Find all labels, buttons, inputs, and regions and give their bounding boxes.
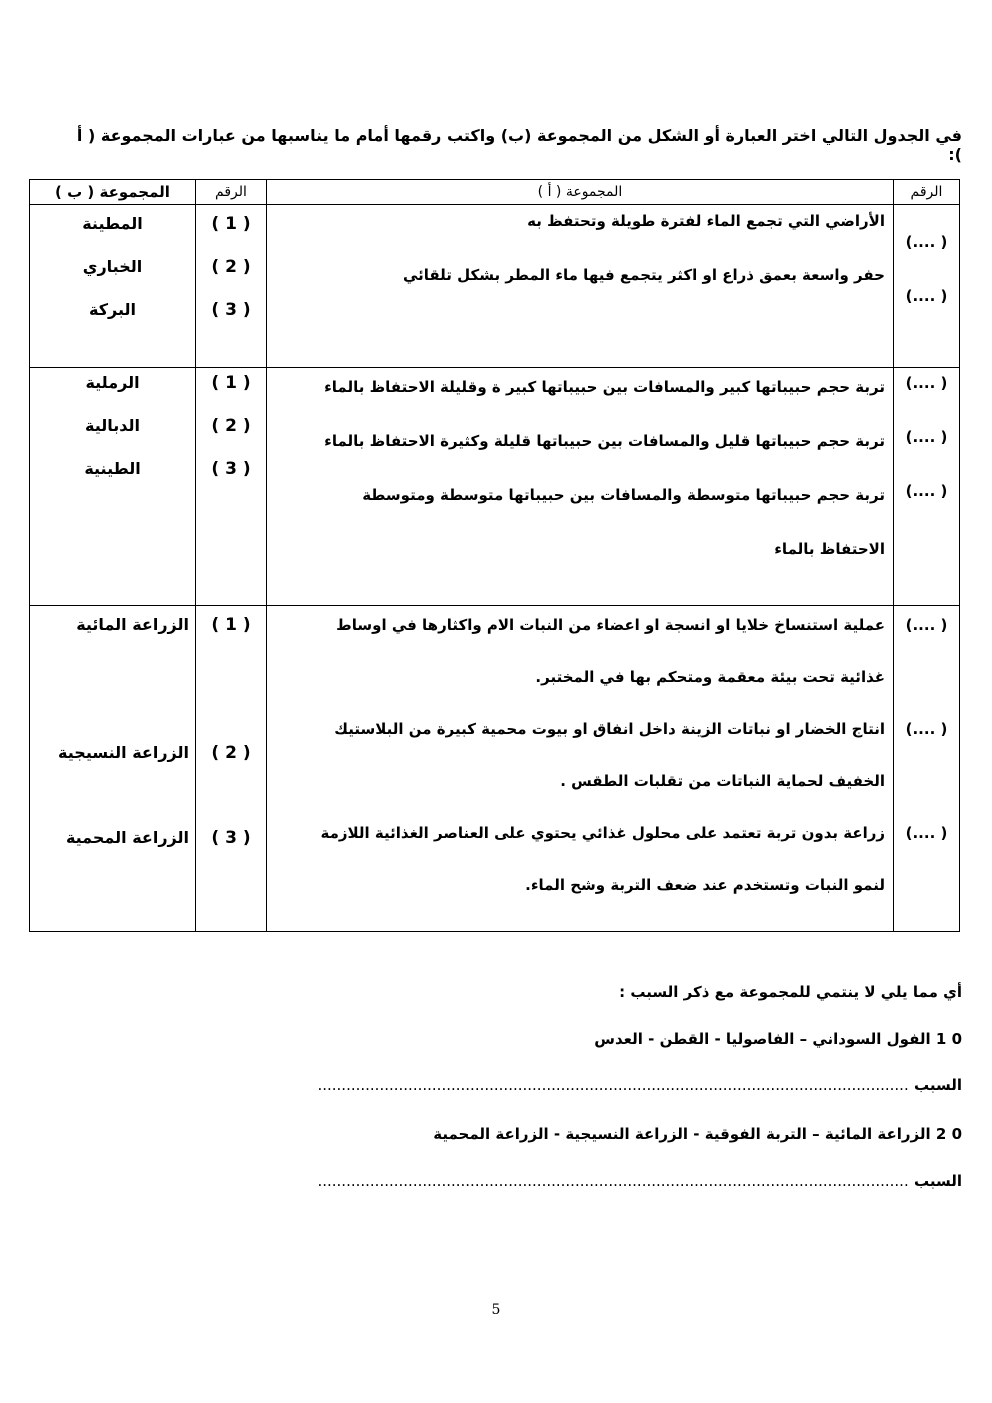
statement-line: الأراضي التي تجمع الماء لفترة طويلة وتحتفظ به xyxy=(527,212,885,230)
answer-blank[interactable]: ( ....) xyxy=(905,287,948,305)
group-b-cell xyxy=(30,205,196,368)
option-text: الطينية xyxy=(84,459,141,478)
number-column xyxy=(196,368,267,606)
answer-blank[interactable]: ( ....) xyxy=(905,233,948,251)
answer-column xyxy=(894,205,960,368)
statement-line: تربة حجم حبيباتها قليل والمسافات بين حبيباتها قليلة وكثيرة الاحتفاظ بالماء xyxy=(324,432,885,450)
answer-blank[interactable]: ( ....) xyxy=(905,720,948,738)
option-number: ( 1 ) xyxy=(211,615,251,635)
group-b-cell xyxy=(30,606,196,932)
statement-line: الخفيف لحماية النباتات من تقلبات الطقس . xyxy=(560,772,885,790)
matching-table xyxy=(29,179,960,932)
table-section-2 xyxy=(30,368,960,606)
option-text: الزراعة المائية xyxy=(76,615,189,634)
statement-line: تربة حجم حبيباتها متوسطة والمسافات بين حبيباتها متوسطة ومتوسطة xyxy=(362,486,885,504)
table-section-3 xyxy=(30,606,960,932)
reason-dots[interactable]: ............................................................................................................................ xyxy=(317,1076,909,1094)
option-text: الزراعة النسيجية xyxy=(58,743,189,762)
answer-blank[interactable]: ( ....) xyxy=(905,428,948,446)
group-a-cell xyxy=(267,368,894,606)
statement-line: تربة حجم حبيباتها كبير والمسافات بين حبيباتها كبير ة وقليلة الاحتفاظ بالماء xyxy=(324,378,885,396)
option-text: الزراعة المحمية xyxy=(65,828,189,847)
instruction: في الجدول التالي اختر العبارة أو الشكل من المجموعة (ب) واكتب رقمها أمام ما يناسبها من عبارات المجموعة ( أ ): xyxy=(76,126,962,164)
statement-line: زراعة بدون تربة تعتمد على محلول غذائي يحتوي على العناصر الغذائية اللازمة xyxy=(320,824,885,842)
item-label: 0 1 xyxy=(935,1030,962,1048)
item-text: الزراعة المائية – التربة الفوقية - الزراعة النسيجية - الزراعة المحمية xyxy=(433,1125,931,1143)
option-text: البركة xyxy=(89,300,136,319)
statement-line: الاحتفاظ بالماء xyxy=(774,540,885,558)
statement-line: لنمو النبات وتستخدم عند ضعف التربة وشح الماء. xyxy=(525,876,885,894)
header-number-a: الرقم xyxy=(894,180,960,205)
group-a-cell xyxy=(267,606,894,932)
option-text: الرملية xyxy=(85,373,140,392)
reason-line-2[interactable] xyxy=(317,1172,962,1190)
item-text: الفول السوداني – الفاصوليا - القطن - العدس xyxy=(594,1030,931,1048)
question-item-1 xyxy=(594,1030,962,1048)
option-number: ( 3 ) xyxy=(211,828,251,848)
statement-line: عملية استنساخ خلايا او انسجة او اعضاء من النبات الام واكثارها في اوساط xyxy=(336,616,885,634)
option-number: ( 1 ) xyxy=(211,373,251,393)
answer-column xyxy=(894,368,960,606)
number-column xyxy=(196,606,267,932)
item-label: 0 2 xyxy=(935,1125,962,1143)
group-a-cell xyxy=(267,205,894,368)
reason-line-1[interactable] xyxy=(317,1076,962,1094)
answer-column xyxy=(894,606,960,932)
option-number: ( 2 ) xyxy=(211,743,251,763)
option-text: الخباري xyxy=(82,257,143,276)
header-group-b: المجموعة ( ب ) xyxy=(30,180,196,205)
statement-line: انتاج الخضار او نباتات الزينة داخل انفاق او بيوت محمية كبيرة من البلاستيك xyxy=(334,720,885,738)
answer-blank[interactable]: ( ....) xyxy=(905,616,948,634)
reason-dots[interactable]: ............................................................................................................................ xyxy=(317,1172,909,1190)
header-group-a: المجموعة ( أ ) xyxy=(267,180,894,205)
header-number-b: الرقم xyxy=(196,180,267,205)
answer-blank[interactable]: ( ....) xyxy=(905,482,948,500)
question-prompt: أي مما يلي لا ينتمي للمجموعة مع ذكر السبب : xyxy=(619,983,962,1001)
group-b-cell xyxy=(30,368,196,606)
table-section-1 xyxy=(30,205,960,368)
statement-line: غذائية تحت بيئة معقمة ومتحكم بها في المختبر. xyxy=(535,668,885,686)
question-item-2 xyxy=(433,1125,962,1143)
option-number: ( 2 ) xyxy=(211,257,251,277)
option-number: ( 2 ) xyxy=(211,416,251,436)
statement-line: حفر واسعة بعمق ذراع او اكثر يتجمع فيها ماء المطر بشكل تلقائي xyxy=(402,266,885,284)
option-text: الدبالية xyxy=(85,416,140,435)
option-number: ( 1 ) xyxy=(211,214,251,234)
reason-label: السبب xyxy=(913,1172,962,1190)
option-text: المطينة xyxy=(82,214,143,233)
answer-blank[interactable]: ( ....) xyxy=(905,374,948,392)
answer-blank[interactable]: ( ....) xyxy=(905,824,948,842)
number-column xyxy=(196,205,267,368)
table-header-row xyxy=(30,180,960,205)
option-number: ( 3 ) xyxy=(211,459,251,479)
reason-label: السبب xyxy=(913,1076,962,1094)
option-number: ( 3 ) xyxy=(211,300,251,320)
page-number: 5 xyxy=(491,1302,501,1318)
